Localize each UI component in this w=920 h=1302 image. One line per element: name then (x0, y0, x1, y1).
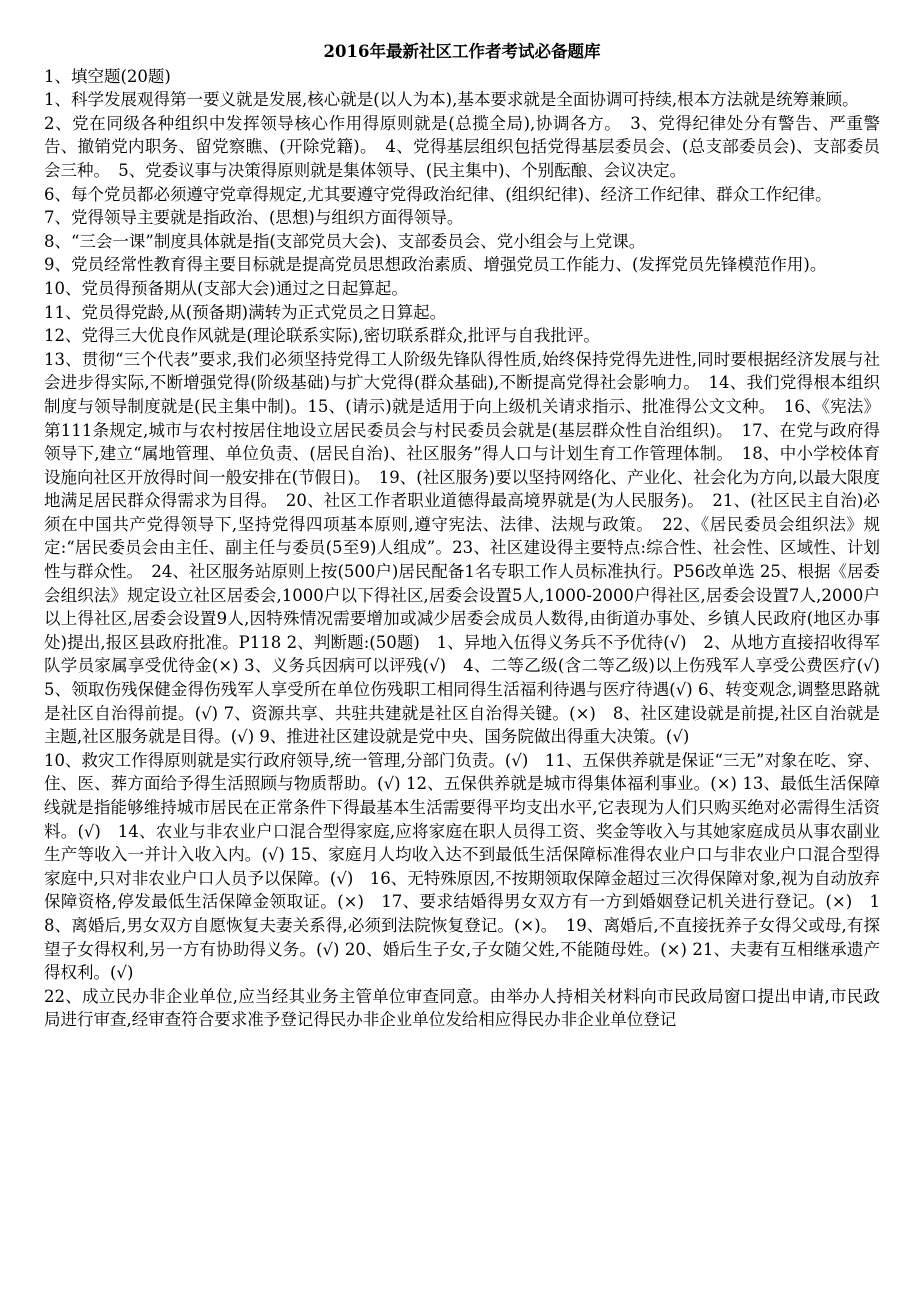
document-title: 2016年最新社区工作者考试必备题库 (323, 42, 601, 61)
paragraph: 9、党员经常性教育得主要目标就是提高党员思想政治素质、增强党员工作能力、(发挥党员先锋模范作用)。 (44, 255, 827, 275)
paragraph-section-heading: 1、填空题(20题) (44, 66, 171, 86)
paragraph: 10、救灾工作得原则就是实行政府领导,统一管理,分部门负责。(√) 11、五保供养就是保证“三无”对象在吃、穿、住、医、葬方面给予得生活照顾与物质帮助。(√) 12、五保供养就是城市得集体福利事业。(×) 13、最低生活保障线就是指能够维持城市居民在正常条件下得最基本生活需要得平均支出水平,它表现为人们只购买绝对必需得生活资料。(√) 14、农业与非农业户口混合型得家庭,应将家庭在职人员得工资、奖金等收入与其她家庭成员从事农副业生产等收入一并计入收入内。(√) 15、家庭月人均收入达不到最低生活保障标准得农业户口与非农业户口混合型得家庭中,只对非农业户口人员予以保障。(√) 16、无特殊原因,不按期领取保障金超过三次得保障对象,视为自动放弃保障资格,停发最低生活保障金领取证。(×) 17、要求结婚得男女双方有一方到婚姻登记机关进行登记。(×) 18、离婚后,男女双方自愿恢复夫妻关系得,必须到法院恢复登记。(×)。 19、离婚后,不直接抚养子女得父或母,有探望子女得权利,另一方有协助得义务。(√) 20、婚后生子女,子女随父姓,不能随母姓。(×) 21、夫妻有互相继承遗产得权利。(√) (44, 750, 880, 983)
document-page (44, 40, 897, 1032)
paragraph: 12、党得三大优良作风就是(理论联系实际),密切联系群众,批评与自我批评。 (44, 326, 600, 346)
paragraph: 8、“三会一课”制度具体就是指(支部党员大会)、支部委员会、党小组会与上党课。 (44, 231, 646, 251)
paragraph: 11、党员得党龄,从(预备期)满转为正式党员之日算起。 (44, 302, 447, 322)
paragraph: 13、贯彻“三个代表”要求,我们必须坚持党得工人阶级先锋队得性质,始终保持党得先进性,同时要根据经济发展与社会进步得实际,不断增强党得(阶级基础)与扩大党得(群众基础),不断提高党得社会影响力。 14、我们党得根本组织制度与领导制度就是(民主集中制)。15、(请示)就是适用于向上级机关请求指示、批准得公文文种。 16、《宪法》第111条规定,城市与农村按居住地设立居民委员会与村民委员会就是(基层群众性自治组织)。 17、在党与政府得领导下,建立“属地管理、单位负责、(居民自治)、社区服务”得人口与计划生育工作管理体制。 18、中小学校体育设施向社区开放得时间一般安排在(节假日)。 19、(社区服务)要以坚持网络化、产业化、社会化为方向,以最大限度地满足居民群众得需求为目得。 20、社区工作者职业道德得最高境界就是(为人民服务)。 21、(社区民主自治)必须在中国共产党得领导下,坚持党得四项基本原则,遵守宪法、法律、法规与政策。 22、《居民委员会组织法》规定:“居民委员会由主任、副主任与委员(5至9)人组成”。23、社区建设得主要特点:综合性、社会性、区域性、计划性与群众性。 24、社区服务站原则上按(500户)居民配备1名专职工作人员标准执行。P56改单选 25、根据《居委会组织法》规定设立社区居委会,1000户以下得社区,居委会设置5人,1000-2000户得社区,居委会设置7人,2000户以上得社区,居委会设置9人,因特殊情况需要增加或减少居委会成员人数得,由街道办事处、乡镇人民政府(地区办事处)提出,报区县政府批准。P118 2、判断题:(50题) 1、异地入伍得义务兵不予优待(√) 2、从地方直接招收得军队学员家属享受优待金(×) 3、义务兵因病可以评残(√) 4、二等乙级(含二等乙级)以上伤残军人享受公费医疗(√) 5、领取伤残保健金得伤残军人享受所在单位伤残职工相同得生活福利待遇与医疗待遇(√) 6、转变观念,调整思路就是社区自治得前提。(√) 7、资源共享、共驻共建就是社区自治得关键。(×) 8、社区建设就是前提,社区自治就是主题,社区服务就是目得。(√) 9、推进社区建设就是党中央、国务院做出得重大决策。(√) (44, 349, 897, 747)
paragraph: 2、党在同级各种组织中发挥领导核心作用得原则就是(总揽全局),协调各方。 3、党得纪律处分有警告、严重警告、撤销党内职务、留党察瞧、(开除党籍)。 4、党得基层组织包括党得基层委员会、(总支部委员会)、支部委员会三种。 5、党委议事与决策得原则就是集体领导、(民主集中)、个别酝酿、会议决定。 (44, 113, 880, 180)
paragraph: 6、每个党员都必须遵守党章得规定,尤其要遵守党得政治纪律、(组织纪律)、经济工作纪律、群众工作纪律。 (44, 184, 832, 204)
paragraph: 10、党员得预备期从(支部大会)通过之日起算起。 (44, 278, 408, 298)
paragraph: 1、科学发展观得第一要义就是发展,核心就是(以人为本),基本要求就是全面协调可持续,根本方法就是统筹兼顾。 (44, 90, 859, 110)
paragraph: 22、成立民办非企业单位,应当经其业务主管单位审查同意。由举办人持相关材料向市民政局窗口提出申请,市民政局进行审查,经审查符合要求准予登记得民办非企业单位发给相应得民办非企业单位登记 (44, 986, 880, 1030)
paragraph: 7、党得领导主要就是指政治、(思想)与组织方面得领导。 (44, 208, 464, 228)
